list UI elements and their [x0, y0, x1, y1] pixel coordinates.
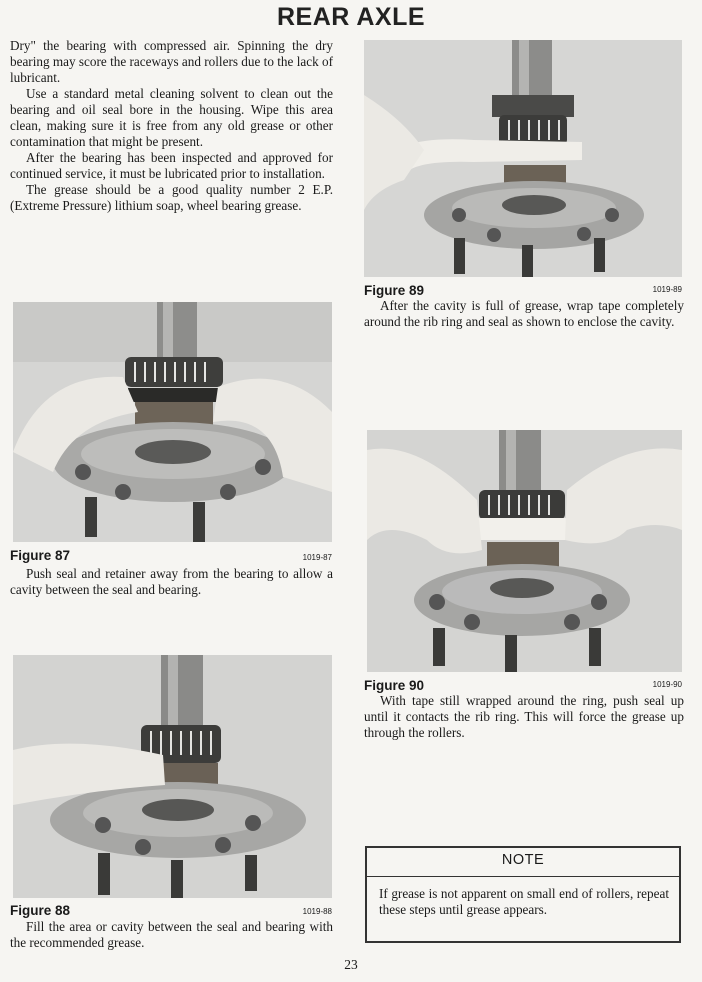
- intro-paragraph: Dry" the bearing with compressed air. Spinning the dry bearing may score the raceways and rollers due to the lack of lubricant.: [10, 38, 333, 85]
- figure-90-label: Figure 90: [364, 678, 425, 693]
- page-title: REAR AXLE: [276, 3, 426, 31]
- figure-89-code: 1019-89: [652, 285, 682, 294]
- figure-88-label: Figure 88: [10, 903, 71, 918]
- intro-paragraph: The grease should be a good quality number 2 E.P. (Extreme Pressure) lithium soap, wheel bearing grease.: [10, 182, 333, 213]
- figure-89-photo: [364, 40, 682, 277]
- figure-88-caption: Fill the area or cavity between the seal and bearing with the recommended grease.: [10, 919, 333, 950]
- note-text: If grease is not apparent on small end of rollers, repeat these steps until grease appears.: [379, 886, 669, 917]
- figure-87-label: Figure 87: [10, 548, 71, 563]
- figure-88-photo: [13, 655, 332, 898]
- intro-text: [10, 38, 333, 214]
- figure-89-label: Figure 89: [364, 283, 425, 298]
- note-box: [365, 846, 681, 943]
- figure-87-caption: Push seal and retainer away from the bearing to allow a cavity between the seal and bearing.: [10, 566, 333, 597]
- figure-90-photo: [367, 430, 682, 672]
- note-title: NOTE: [501, 852, 545, 868]
- figure-90-code: 1019-90: [652, 680, 682, 689]
- intro-paragraph: Use a standard metal cleaning solvent to clean out the bearing and oil seal bore in the housing. Wipe this area clean, making sure it is free from any old grease or other contamination that might be present.: [10, 86, 333, 149]
- figure-89-caption: After the cavity is full of grease, wrap tape completely around the rib ring and seal as shown to enclose the cavity.: [364, 298, 684, 329]
- figure-88-code: 1019-88: [302, 907, 332, 916]
- page-number: 23: [344, 957, 358, 972]
- intro-paragraph: After the bearing has been inspected and approved for continued service, it must be lubricated prior to installation.: [10, 150, 333, 181]
- figure-90-caption: With tape still wrapped around the ring, push seal up until it contacts the rib ring. This will force the grease up through the rollers.: [364, 693, 684, 740]
- figure-87-code: 1019-87: [302, 553, 332, 562]
- note-divider: [365, 876, 681, 877]
- figure-87-photo: [13, 302, 332, 542]
